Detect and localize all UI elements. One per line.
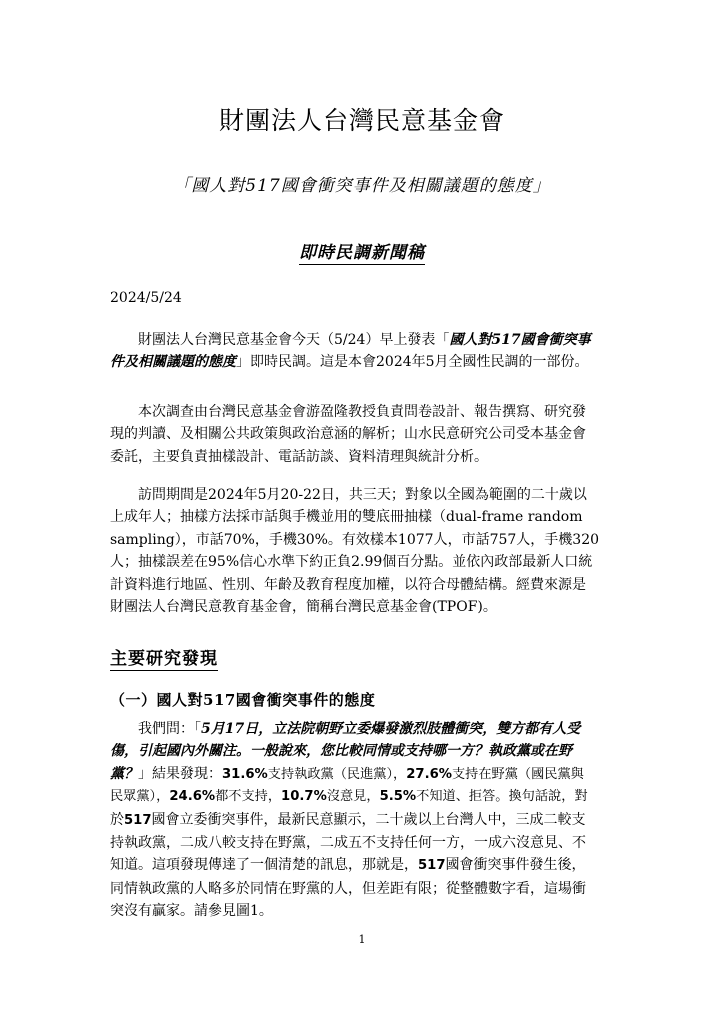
findings-text: 國會衝突事件發生後， (445, 857, 586, 874)
event-number: 517 (124, 812, 152, 828)
para3-line-4: 人；抽樣誤差在95%信心水準下約正負2.99個百分點。並依內政部最新人口統 (110, 554, 593, 571)
stat-ruling-party: 31.6% (222, 766, 268, 782)
stat-opposition: 27.6% (406, 766, 452, 782)
para4-line-5 (110, 809, 615, 832)
para2-line-3: 委託，主要負責抽樣設計、電話訪談、資料清理與統計分析。 (110, 448, 488, 465)
section-heading (110, 647, 218, 671)
para4-line-7 (110, 854, 615, 877)
section-heading-text: 主要研究發現 (110, 649, 218, 669)
para4-line-6: 持執政黨，二成八較支持在野黨，二成五不支持任何一方，一成六沒意見、不 (110, 835, 586, 852)
intro-line-2 (110, 351, 615, 373)
event-number: 517 (418, 858, 446, 874)
para4-line-4 (110, 786, 615, 808)
stat-dont-know: 5.5% (379, 789, 417, 805)
page-number: 1 (358, 933, 366, 946)
survey-question: 5月17日，立法院朝野立委爆發激烈肢體衝突，雙方都有人受 (201, 721, 581, 737)
findings-text: 國會立委衝突事件，最新民意顯示，二十歲以上台灣人中，三成二較支 (151, 811, 586, 828)
report-subtitle: 「國人對517國會衝突事件及相關議題的態度」 (173, 176, 551, 196)
release-date: 2024/5/24 (110, 290, 182, 306)
paragraph-methodology-authors (110, 401, 615, 468)
findings-text: 民眾黨）， (110, 789, 170, 805)
organization-title: 財團法人台灣民意基金會 (218, 106, 505, 135)
intro-survey-title-cont: 件及相關議題的態度 (110, 354, 236, 371)
intro-survey-title: 國人對517國會衝突事 (449, 332, 591, 348)
para3-line-1: 訪問期間是2024年5月20-22日，共三天；對象以全國為範圍的二十歲以 (138, 487, 587, 503)
press-release-label (0, 241, 724, 265)
para4-line-9: 突沒有贏家。請參見圖1。 (110, 903, 273, 920)
para4-line-2: 傷，引起國內外關注。一般說來，您比較同情或支持哪一方？執政黨或在野 (110, 743, 572, 760)
intro-text: 財團法人台灣民意基金會今天（5/24）早上發表「 (138, 332, 450, 348)
paragraph-intro (110, 329, 615, 374)
para3-line-3: sampling），市話70%，手機30%。有效樣本1077人，市話757人，手機320 (110, 531, 600, 548)
subsection-heading: （一）國人對517國會衝突事件的態度 (110, 691, 376, 709)
findings-text: 不知道、拒答。換句話說，對 (416, 789, 588, 805)
para3-line-2: 上成年人；抽樣方法採市話與手機並用的雙底冊抽樣（dual-frame random (110, 509, 583, 526)
findings-text: 沒意見， (326, 789, 380, 805)
para2-line-2: 現的判讀、及相關公共政策與政治意涵的解析；山水民意研究公司受本基金會 (110, 426, 586, 443)
para2-line-1: 本次調查由台灣民意基金會游盈隆教授負責問卷設計、報告撰寫、研究發 (138, 404, 586, 420)
para4-line-3 (110, 763, 615, 786)
para4-line-1 (110, 718, 615, 740)
survey-question-end: 黨？ (110, 765, 138, 782)
paragraph-findings (110, 718, 615, 923)
para4-line-8: 同情執政黨的人略多於同情在野黨的人，但差距有限；從整體數字看，這場衝 (110, 880, 586, 897)
intro-line-1 (110, 329, 615, 351)
findings-text: 我們問：「 (138, 721, 201, 737)
para3-line-6: 財團法人台灣民意教育基金會，簡稱台灣民意基金會(TPOF)。 (110, 599, 497, 616)
findings-text: 支持執政黨（民進黨）， (267, 766, 407, 782)
findings-text: 於 (110, 811, 124, 828)
findings-text: 」結果發現： (138, 765, 222, 782)
findings-text: 支持在野黨（國民黨與 (452, 766, 584, 782)
press-release-text: 即時民調新聞稿 (299, 243, 425, 263)
stat-neither: 24.6% (169, 789, 216, 805)
intro-text-cont: 」即時民調。這是本會2024年5月全國性民調的一部份。 (236, 354, 589, 371)
findings-text: 都不支持， (215, 789, 282, 805)
paragraph-sampling (110, 484, 615, 618)
para3-line-5: 計資料進行地區、性別、年齡及教育程度加權，以符合母體結構。經費來源是 (110, 576, 586, 593)
findings-text: 知道。這項發現傳達了一個清楚的訊息，那就是， (110, 857, 418, 874)
stat-no-opinion: 10.7% (281, 789, 327, 805)
